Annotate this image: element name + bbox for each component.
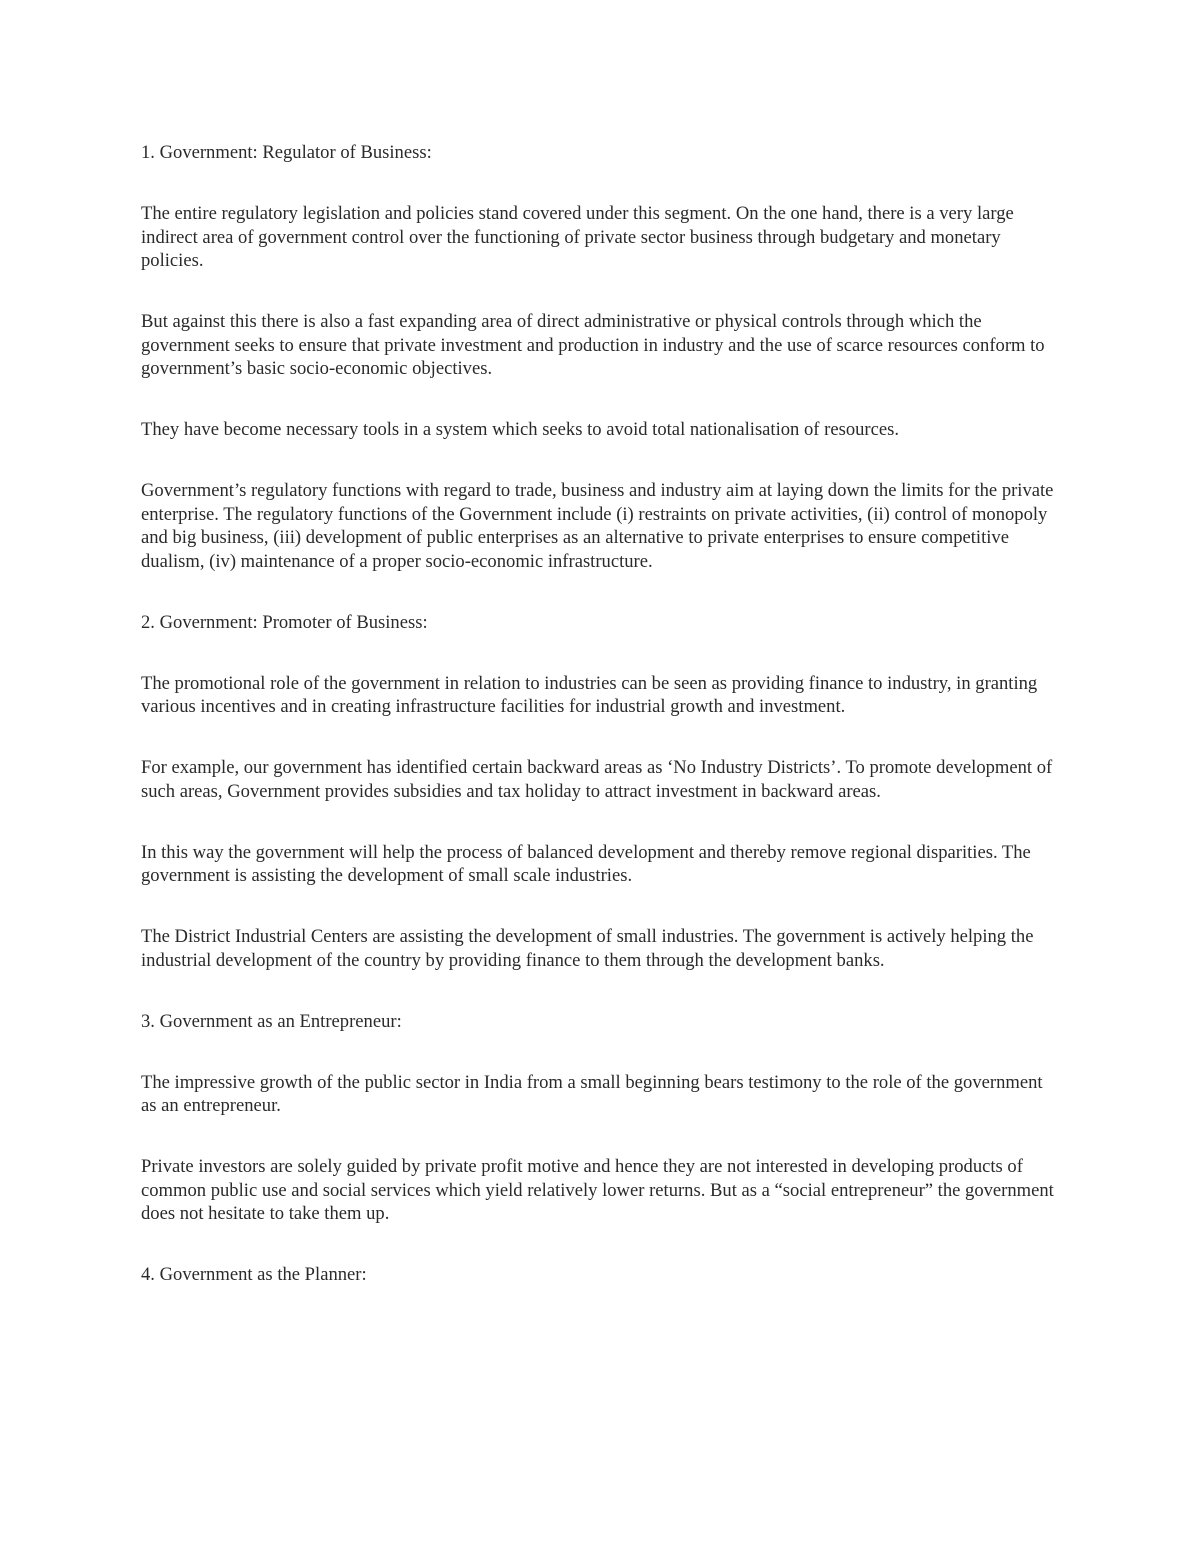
paragraph: The impressive growth of the public sector in India from a small beginning bears testimony to the role of the government as an entrepreneur. xyxy=(141,1071,1043,1116)
paragraph: They have become necessary tools in a system which seeks to avoid total nationalisation of resources. xyxy=(141,419,899,440)
section-heading-regulator: 1. Government: Regulator of Business: xyxy=(141,142,432,163)
paragraph: Private investors are solely guided by private profit motive and hence they are not interested in developing products of common public use and social services which yield relatively lower returns. But as a “social entrepreneur” the government does not hesitate to take them up. xyxy=(141,1156,1054,1224)
paragraph: But against this there is also a fast expanding area of direct administrative or physical controls through which the government seeks to ensure that private investment and production in industry and the use of scarce resources conform to government’s basic socio-economic objectives. xyxy=(141,311,1045,379)
section-heading-entrepreneur: 3. Government as an Entrepreneur: xyxy=(141,1010,402,1032)
paragraph: The entire regulatory legislation and policies stand covered under this segment. On the one hand, there is a very large indirect area of government control over the functioning of private sector business through budgetary and monetary policies. xyxy=(141,203,1014,271)
section-heading-promoter: 2. Government: Promoter of Business: xyxy=(141,611,428,633)
document-body xyxy=(141,141,1056,1324)
paragraph: For example, our government has identified certain backward areas as ‘No Industry Districts’. To promote development of such areas, Government provides subsidies and tax holiday to attract investment in backward areas. xyxy=(141,757,1053,802)
paragraph: The District Industrial Centers are assisting the development of small industries. The government is actively helping the industrial development of the country by providing finance to them through the development banks. xyxy=(141,926,1034,971)
paragraph: Government’s regulatory functions with regard to trade, business and industry aim at laying down the limits for the private enterprise. The regulatory functions of the Government include (i) restraints on private activities, (ii) control of monopoly and big business, (iii) development of public enterprises as an alternative to private enterprises to ensure competitive dualism, (iv) maintenance of a proper socio-economic infrastructure. xyxy=(141,480,1054,572)
paragraph: In this way the government will help the process of balanced development and thereby remove regional disparities. The government is assisting the development of small scale industries. xyxy=(141,841,1031,886)
section-heading-planner: 4. Government as the Planner: xyxy=(141,1264,367,1285)
paragraph: The promotional role of the government in relation to industries can be seen as providing finance to industry, in granting various incentives and in creating infrastructure facilities for industrial growth and investment. xyxy=(141,672,1038,717)
